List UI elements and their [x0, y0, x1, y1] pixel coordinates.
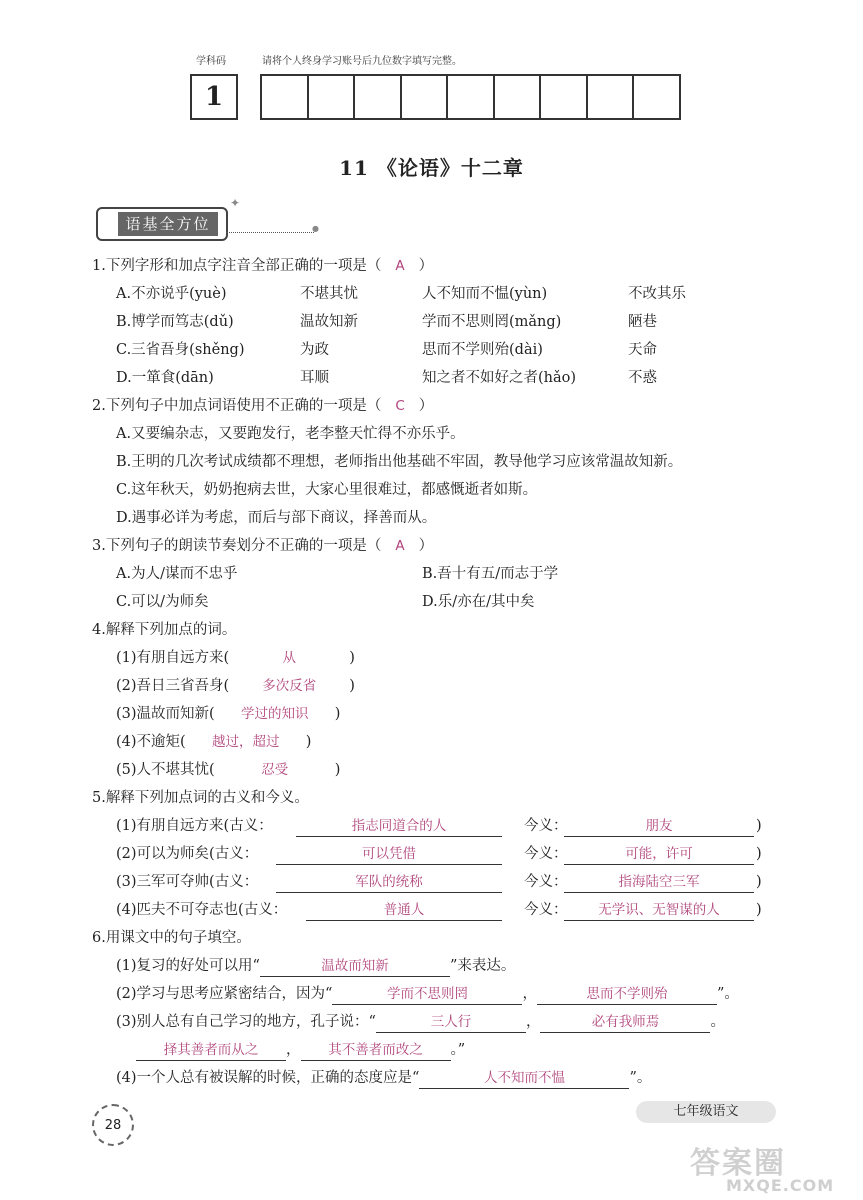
q5-modern-label: 今义：: [524, 874, 568, 890]
q1-word: 知之者不如好之者(hǎo): [422, 370, 577, 386]
q6-answer: 学而不思则罔: [332, 984, 522, 1005]
q5-item-text: (4)匹夫不可夺志也(古义：: [116, 902, 288, 918]
q1-option-c: C.三省吾身(shěng): [116, 342, 245, 358]
q2-option-d: D.遇事必详为考虑，而后与部下商议，择善而从。: [116, 510, 437, 526]
q3-option-c: C.可以/为师矣: [116, 594, 209, 610]
q5-ancient-answer: 可以凭借: [276, 844, 502, 865]
q5-ancient-answer: 指志同道合的人: [296, 816, 502, 837]
q5-item-text: (2)可以为师矣(古义：: [116, 846, 259, 862]
q1-word: 不惑: [628, 370, 657, 386]
q5-modern-answer: 指海陆空三军: [564, 872, 754, 893]
q4-answer: 忍受: [261, 762, 289, 778]
q4-answer: 越过，超过: [211, 734, 280, 750]
q5-close: ): [756, 902, 762, 918]
watermark-url: MXQE.COM: [726, 1176, 835, 1195]
q5-close: ): [756, 874, 762, 890]
grade-label: 七年级语文: [636, 1101, 776, 1123]
q5-modern-answer: 无学识、无智谋的人: [564, 900, 754, 921]
q1-word: 不改其乐: [628, 286, 686, 302]
q5-item-text: (1)有朋自远方来(古义：: [116, 818, 273, 834]
q6-line-3: (3)别人总有自己学习的地方，孔子说：“ 三人行 ， 必有我师焉 。: [116, 1012, 725, 1033]
q5-stem: 5.解释下列加点词的古义和今义。: [92, 790, 309, 806]
sparkle-icon: ✦: [230, 196, 241, 210]
q5-close: ): [756, 846, 762, 862]
q4-answer: 学过的知识: [240, 706, 309, 722]
digit-cell[interactable]: [586, 74, 635, 120]
q6-answer: 必有我师焉: [540, 1012, 710, 1033]
q5-modern-label: 今义：: [524, 846, 568, 862]
q2-stem: 2.下列句子中加点词语使用不正确的一项是（ C ）: [92, 398, 434, 414]
q4-answer: 从: [282, 650, 296, 666]
q6-line-2: (2)学习与思考应紧密结合，因为“ 学而不思则罔 ， 思而不学则殆 ”。: [116, 984, 739, 1005]
q6-answer: 择其善者而从之: [136, 1040, 286, 1061]
q1-word: 耳顺: [300, 370, 329, 386]
q4-item: (4)不逾矩( 越过，超过 ): [116, 734, 312, 750]
q5-modern-label: 今义：: [524, 902, 568, 918]
dot-icon: ●: [312, 224, 319, 233]
instruction-text: 请将个人终身学习账号后九位数字填写完整。: [262, 56, 462, 67]
q6-stem: 6.用课文中的句子填空。: [92, 930, 251, 946]
q1-answer: A: [395, 258, 405, 274]
page-title: 11 《论语》十二章: [339, 156, 524, 180]
q6-answer: 三人行: [376, 1012, 526, 1033]
q1-word: 不堪其忧: [300, 286, 358, 302]
q3-option-d: D.乐/亦在/其中矣: [422, 594, 535, 610]
q2-option-a: A.又要编杂志，又要跑发行，老李整天忙得不亦乐乎。: [116, 426, 465, 442]
q1-option-d: D.一箪食(dān): [116, 370, 214, 386]
watermark-logo: 答案圈: [690, 1146, 786, 1181]
q1-option-a: A.不亦说乎(yuè): [116, 286, 227, 302]
digit-cell[interactable]: [632, 74, 681, 120]
q1-word: 人不知而不愠(yùn): [422, 286, 548, 302]
q5-modern-answer: 可能，许可: [564, 844, 754, 865]
q4-answer: 多次反省: [262, 678, 317, 694]
q1-word: 学而不思则罔(mǎng): [422, 314, 562, 330]
digit-cell[interactable]: [260, 74, 309, 120]
q2-option-c: C.这年秋天，奶奶抱病去世，大家心里很难过，都感慨逝者如斯。: [116, 482, 538, 498]
q1-word: 思而不学则殆(dài): [422, 342, 543, 358]
q1-word: 为政: [300, 342, 329, 358]
subject-code-box: [190, 74, 238, 118]
digit-cell[interactable]: [539, 74, 588, 120]
section-divider: [226, 232, 314, 233]
q4-item: (5)人不堪其忧( 忍受 ): [116, 762, 341, 778]
page-number: 28: [104, 1117, 122, 1133]
section-label: 语基全方位: [118, 212, 218, 236]
q3-option-a: A.为人/谋而不忠乎: [116, 566, 238, 582]
q4-item: (1)有朋自远方来( 从 ): [116, 650, 355, 666]
q4-item: (2)吾日三省吾身( 多次反省 ): [116, 678, 355, 694]
q5-item-text: (3)三军可夺帅(古义：: [116, 874, 259, 890]
q2-answer: C: [395, 398, 405, 414]
q1-word: 天命: [628, 342, 657, 358]
q1-stem: 1.下列字形和加点字注音全部正确的一项是（ A ）: [92, 258, 434, 274]
q6-line-4: (4)一个人总有被误解的时候，正确的态度应是“ 人不知而不愠 ”。: [116, 1068, 651, 1089]
digit-cell[interactable]: [400, 74, 449, 120]
q4-item: (3)温故而知新( 学过的知识 ): [116, 706, 341, 722]
q6-line-1: (1)复习的好处可以用“ 温故而知新 ”来表达。: [116, 956, 515, 977]
q5-close: ): [756, 818, 762, 834]
q6-answer: 人不知而不愠: [419, 1068, 629, 1089]
q3-option-b: B.吾十有五/而志于学: [422, 566, 559, 582]
q3-answer: A: [395, 538, 405, 554]
subject-code-label: 学科码: [196, 56, 226, 67]
q1-word: 温故知新: [300, 314, 358, 330]
digit-cell[interactable]: [353, 74, 402, 120]
q6-answer: 思而不学则殆: [537, 984, 717, 1005]
q6-line-3-cont: 择其善者而从之 ， 其不善者而改之 。”: [136, 1040, 465, 1061]
section-tag: [96, 207, 228, 241]
q5-modern-label: 今义：: [524, 818, 568, 834]
q4-stem: 4.解释下列加点的词。: [92, 622, 237, 638]
q3-stem: 3.下列句子的朗读节奏划分不正确的一项是（ A ）: [92, 538, 434, 554]
digit-cell[interactable]: [493, 74, 542, 120]
q1-word: 陋巷: [628, 314, 657, 330]
subject-code-value: 1: [190, 74, 238, 120]
q2-option-b: B.王明的几次考试成绩都不理想，老师指出他基础不牢固，教导他学习应该常温故知新。: [116, 454, 683, 470]
q5-modern-answer: 朋友: [564, 816, 754, 837]
q5-ancient-answer: 军队的统称: [276, 872, 502, 893]
q6-answer: 其不善者而改之: [301, 1040, 451, 1061]
account-number-cells: [262, 74, 681, 120]
page-number-badge: [92, 1104, 134, 1146]
digit-cell[interactable]: [307, 74, 356, 120]
digit-cell[interactable]: [446, 74, 495, 120]
q1-option-b: B.博学而笃志(dǔ): [116, 314, 234, 330]
q6-answer: 温故而知新: [260, 956, 450, 977]
q5-ancient-answer: 普通人: [306, 900, 502, 921]
